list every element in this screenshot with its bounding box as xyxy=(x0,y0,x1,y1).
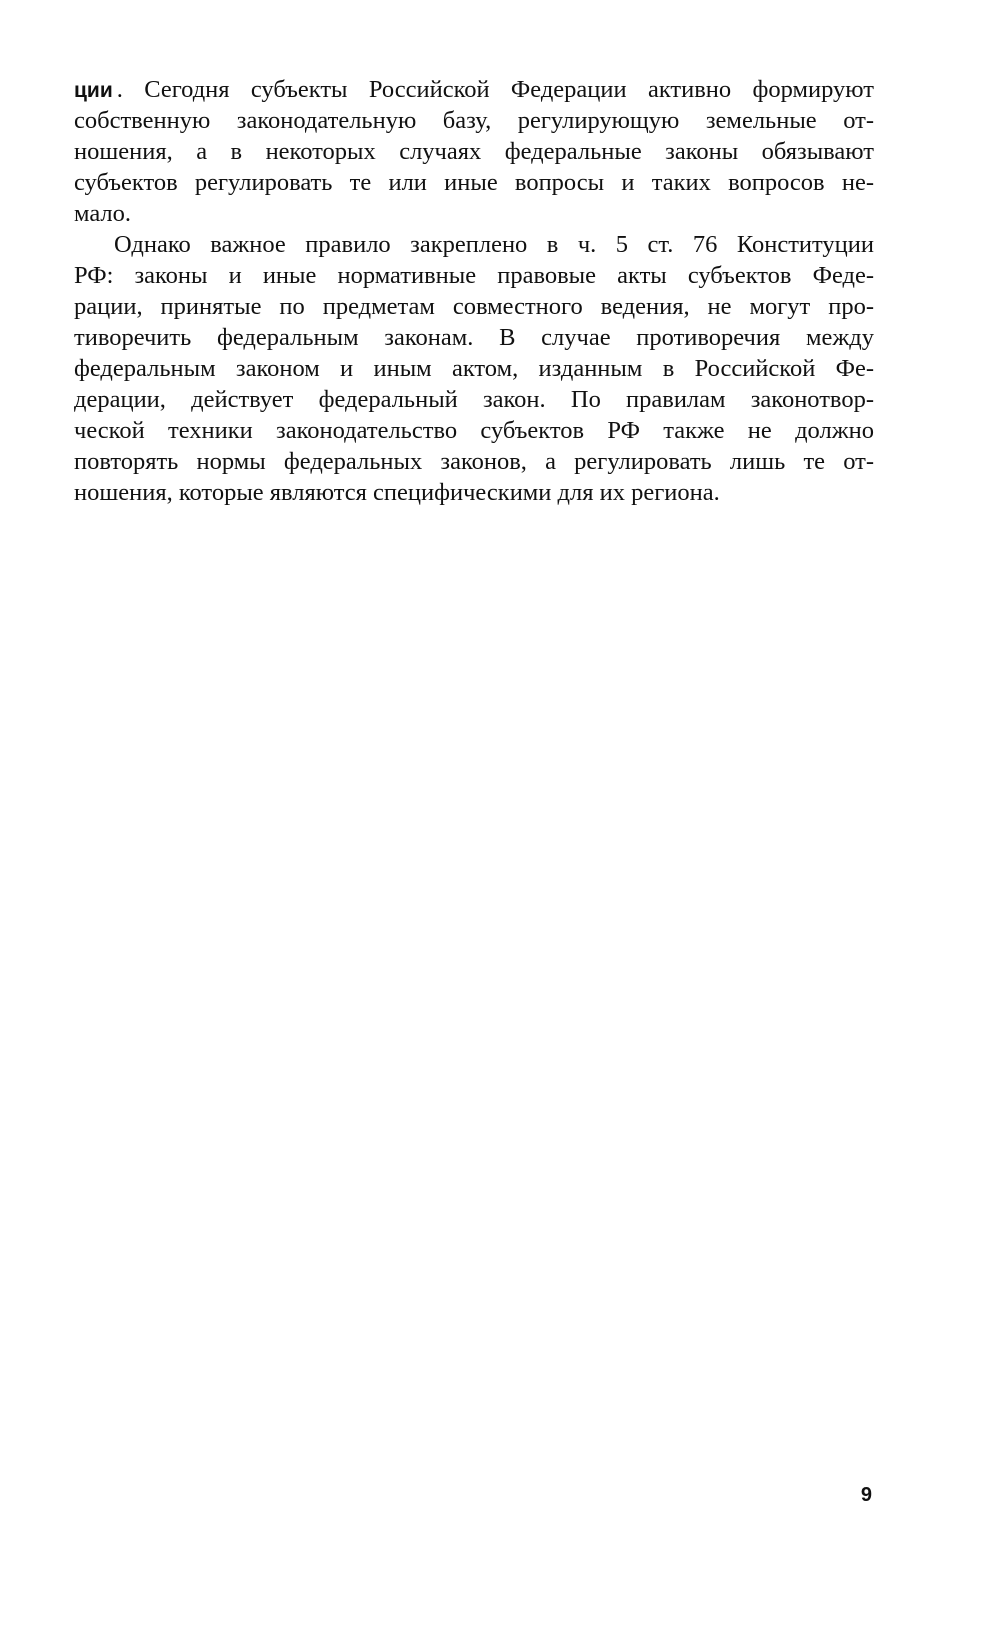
text-line: ции . Сегодня субъекты Российской Федерации активно формируют xyxy=(74,76,874,103)
text-line: рации, принятые по предметам совместного ведения, не могут про- xyxy=(74,293,874,320)
text-line: мало. xyxy=(74,200,132,227)
text-line: РФ: законы и иные нормативные правовые акты субъектов Феде- xyxy=(74,262,874,289)
text-line: федеральным законом и иным актом, изданным в Российской Фе- xyxy=(74,355,874,382)
text-line: ношения, а в некоторых случаях федеральные законы обязывают xyxy=(74,138,874,165)
text-line: Однако важное правило закреплено в ч. 5 ст. 76 Конституции xyxy=(114,231,874,258)
text-line: тиворечить федеральным законам. В случае противоречия между xyxy=(74,324,874,351)
paragraph-1 xyxy=(74,74,874,229)
text-line: собственную законодательную базу, регулирующую земельные от- xyxy=(74,107,874,134)
text-line: ношения, которые являются специфическими для их региона. xyxy=(74,479,720,506)
paragraph-2 xyxy=(74,229,874,508)
bold-word: ции xyxy=(74,79,113,102)
text-line: дерации, действует федеральный закон. По правилам законотвор- xyxy=(74,386,874,413)
text-line: повторять нормы федеральных законов, а регулировать лишь те от- xyxy=(74,448,874,475)
body-text xyxy=(74,74,874,508)
page-number: 9 xyxy=(860,1484,872,1506)
text-line: субъектов регулировать те или иные вопросы и таких вопросов не- xyxy=(74,169,874,196)
text-line: ческой техники законодательство субъектов РФ также не должно xyxy=(74,417,874,444)
